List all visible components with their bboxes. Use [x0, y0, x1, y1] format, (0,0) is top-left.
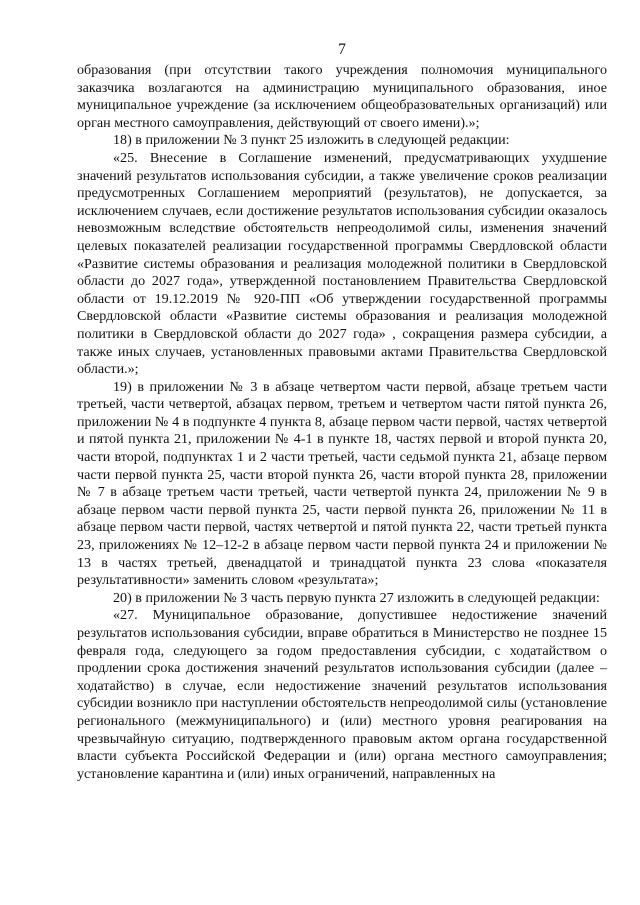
paragraph-item-20: 20) в приложении № 3 часть первую пункта 27 изложить в следующей редакции: [113, 589, 600, 606]
paragraph-clause-27: «27. Муниципальное образование, допустившее недостижение значений результатов использования субсидии, вправе обратиться в Министерство не позднее 15 февраля года, следующего за годом предоставления субсидии, с ходатайством о продлении срока достижения значений результатов использования субсидии (далее – ходатайство) в случае, если недостижение значений результатов использования субсидии возникло при наступлении обстоятельств непреодолимой силы (установление регионального (межмуниципального) и (или) местного уровня реагирования на чрезвычайную ситуацию, подтвержденного правовым актом органа государственной власти субъекта Российской Федерации и (или) органа местного самоуправления; установление карантина и (или) иных ограничений, направленных на [77, 607, 607, 782]
paragraph-continuation: образования (при отсутствии такого учреждения полномочия муниципального заказчика возлагаются на администрацию муниципального образования, иное муниципальное учреждение (за исключением общеобразовательных организаций) или орган местного самоуправления, действующий от своего имени).»; [77, 62, 607, 131]
paragraph-item-19: 19) в приложении № 3 в абзаце четвертом части первой, абзаце третьем части третьей, части четвертой, абзацах первом, третьем и четвертом части пятой пункта 26, приложении № 4 в подпункте 4 пункта 8, абзаце первом части первой, частях четвертой и пятой пункта 21, приложении № 4-1 в пункте 18, частях первой и второй пункта 20, части второй, подпунктах 1 и 2 части третьей, части седьмой пункта 21, абзаце первом части первой пункта 25, части второй пункта 26, части второй пункта 28, приложении № 7 в абзаце третьем части третьей, части четвертой пункта 24, приложении № 9 в абзаце первом части первой пункта 25, части первой пункта 26, приложении № 11 в абзаце первом части первой, частях четвертой и пятой пункта 22, части третьей пункта 23, приложениях № 12–12-2 в абзаце первом части первой пункта 24 и приложении № 13 в частях третьей, двенадцатой и тринадцатой пункта 23 слова «показателя результативности» заменить словом «результата»; [77, 378, 607, 589]
paragraph-clause-25: «25. Внесение в Соглашение изменений, предусматривающих ухудшение значений результатов использования субсидии, а также увеличение сроков реализации предусмотренных Соглашением мероприятий (результатов), не допускается, за исключением случаев, если достижение результатов использования субсидии оказалось невозможным вследствие обстоятельств непреодолимой силы, изменения значений целевых показателей реализации государственной программы Свердловской области «Развитие системы образования и реализация молодежной политики в Свердловской области до 2027 года», утвержденной постановлением Правительства Свердловской области от 19.12.2019 № 920-ПП «Об утверждении государственной программы Свердловской области «Развитие системы образования и реализация молодежной политики в Свердловской области до 2027 года» , сокращения размера субсидии, а также иных случаев, установленных правовыми актами Правительства Свердловской области.»; [77, 149, 607, 378]
paragraph-item-18: 18) в приложении № 3 пункт 25 изложить в следующей редакции: [113, 132, 510, 149]
page-number: 7 [338, 41, 346, 58]
document-body [77, 62, 607, 783]
